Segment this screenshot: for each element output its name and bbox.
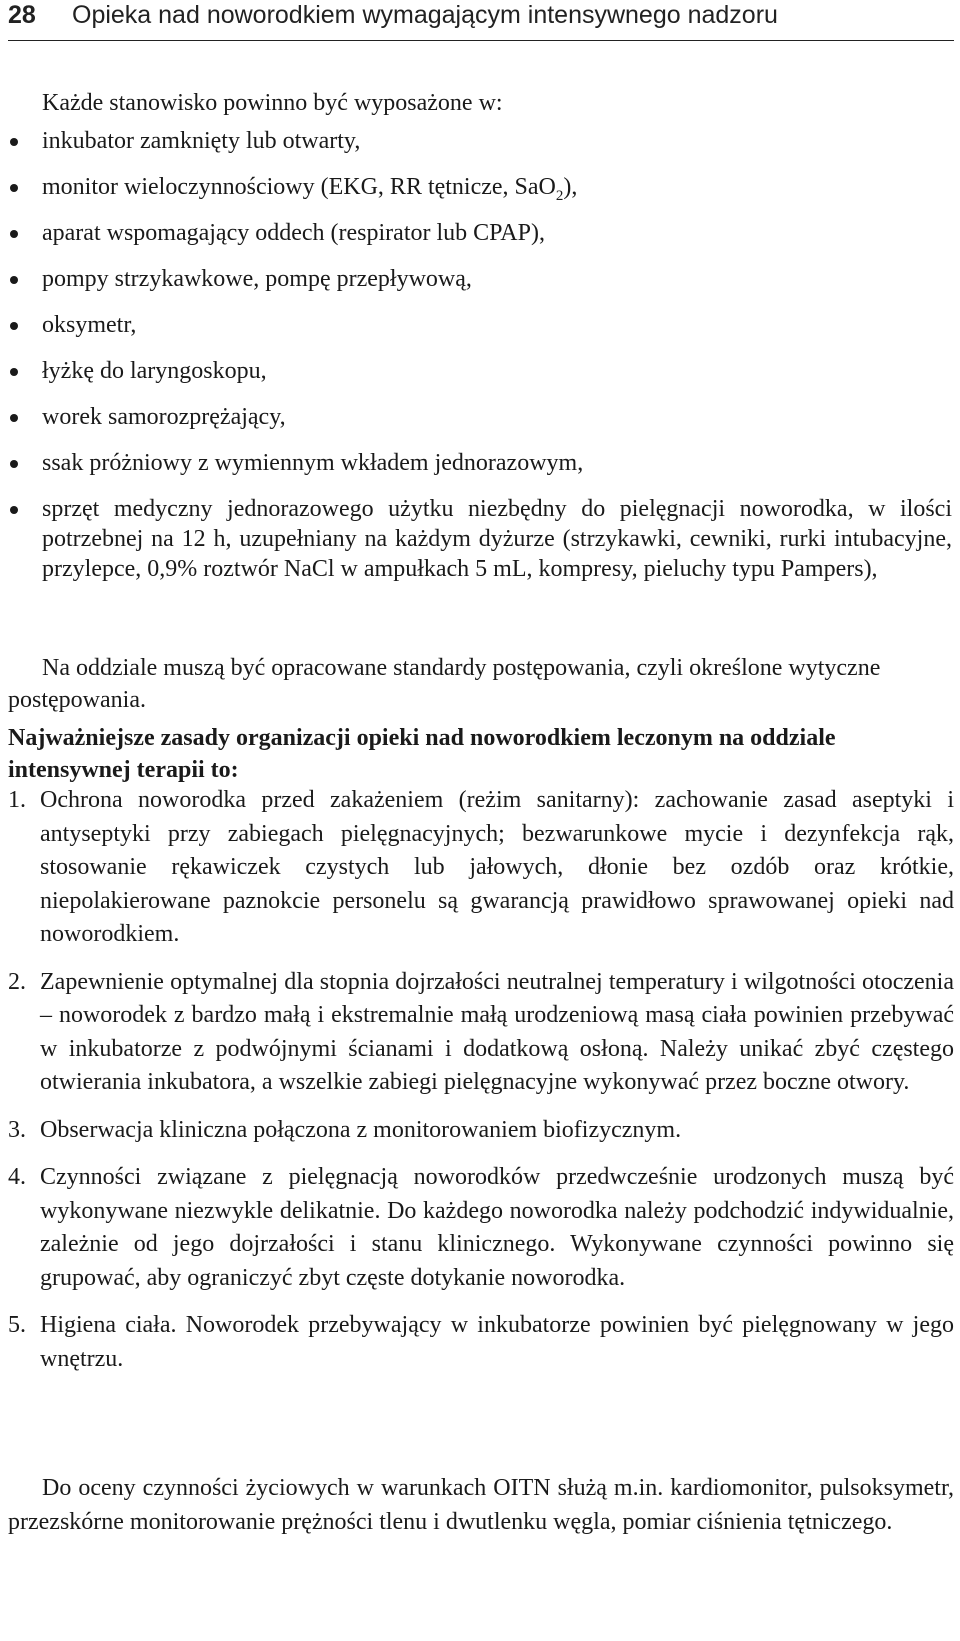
bullet-icon xyxy=(10,368,18,376)
rules-list xyxy=(0,784,960,1390)
list-item: 2. Zapewnienie optymalnej dla stopnia dojrzałości neutralnej temperatury i wilgotności otoczenia – noworodek z bardzo małą i ekstremalnie małą urodzeniową masą ciała powinien przebywać w inkubatorze z podwójnymi ścianami i dodatkową osłoną. Należy unikać zbyć częstego otwierania inkubatora, a wszelkie zabiegi pielęgnacyjne wykonywać przez boczne otwory. xyxy=(0,966,954,1100)
item-number: 5. xyxy=(8,1312,26,1338)
list-item: sprzęt medyczny jednorazowego użytku niezbędny do pielęgnacji noworodka, w ilości potrzebnej na 12 h, uzupełniany na każdym dyżurze (strzykawki, cewniki, rurki intubacyjne, przylepce, 0,9% roztwór NaCl w ampułkach 5 mL, kompresy, pieluchy typu Pampers), xyxy=(0,494,952,584)
bullet-icon xyxy=(10,506,18,514)
bullet-icon xyxy=(10,276,18,284)
list-item: ssak próżniowy z wymiennym wkładem jednorazowym, xyxy=(0,448,952,478)
item-number: 3. xyxy=(8,1116,26,1143)
closing-paragraph: Do oceny czynności życiowych w warunkach OITN służą m.in. kardiomonitor, pulsoksymetr, przezskórne monitorowanie prężności tlenu i dwutlenku węgla, pomiar ciśnienia tętniczego. xyxy=(8,1475,954,1535)
list-item: 5. Higiena ciała. Noworodek przebywający w inkubatorze powinien być pielęgnowany w jego wnętrzu. xyxy=(0,1309,954,1376)
list-item: łyżkę do laryngoskopu, xyxy=(0,356,952,386)
bullet-icon xyxy=(10,414,18,422)
item-number: 4. xyxy=(8,1164,26,1190)
equipment-intro: Każde stanowisko powinno być wyposażone w: xyxy=(42,90,503,116)
subscript: 2 xyxy=(555,187,564,204)
list-item: monitor wieloczynnościowy (EKG, RR tętnicze, SaO$_2$), xyxy=(0,172,952,202)
bullet-icon xyxy=(10,184,18,192)
page-number: 28 xyxy=(8,1,36,29)
list-item: inkubator zamknięty lub otwarty, xyxy=(0,126,952,156)
item-number: 2. xyxy=(8,968,26,995)
bullet-icon xyxy=(10,322,18,330)
list-item: aparat wspomagający oddech (respirator lub CPAP), xyxy=(0,218,952,248)
list-item: pompy strzykawkowe, pompę przepływową, xyxy=(0,264,952,294)
list-item: 3. Obserwacja kliniczna połączona z monitorowaniem biofizycznym. xyxy=(0,1114,954,1148)
running-title: Opieka nad noworodkiem wymagającym intensywnego nadzoru xyxy=(72,1,778,29)
bullet-icon xyxy=(10,138,18,146)
running-header xyxy=(8,0,954,41)
list-item: 4. Czynności związane z pielęgnacją noworodków przedwcześnie urodzonych muszą być wykonywane niezwykle delikatnie. Do każdego noworodka należy podchodzić indywidualnie, zależnie od jego dojrzałości i stanu klinicznego. Wykonywane czynności powinno się grupować, aby ograniczyć zbyt częste dotykanie noworodka. xyxy=(0,1161,954,1295)
rules-heading: Najważniejsze zasady organizacji opieki nad noworodkiem leczonym na oddziale intensywnej terapii to: xyxy=(8,725,836,783)
list-item: worek samorozprężający, xyxy=(0,402,952,432)
list-item: oksymetr, xyxy=(0,310,952,340)
equipment-list xyxy=(0,126,960,584)
standards-paragraph: Na oddziale muszą być opracowane standardy postępowania, czyli określone wytyczne postępowania. xyxy=(8,655,881,713)
bullet-icon xyxy=(10,460,18,468)
list-item: 1. Ochrona noworodka przed zakażeniem (reżim sanitarny): zachowanie zasad aseptyki i antyseptyki przy zabiegach pielęgnacyjnych; bezwarunkowe mycie i dezynfekcja rąk, stosowanie rękawiczek czystych lub jałowych, dłonie bez ozdób oraz krótkie, niepolakierowane paznokcie personelu są gwarancją prawidłowo sprawowanej opieki nad noworodkiem. xyxy=(0,784,954,952)
item-number: 1. xyxy=(8,787,26,813)
bullet-icon xyxy=(10,230,18,238)
